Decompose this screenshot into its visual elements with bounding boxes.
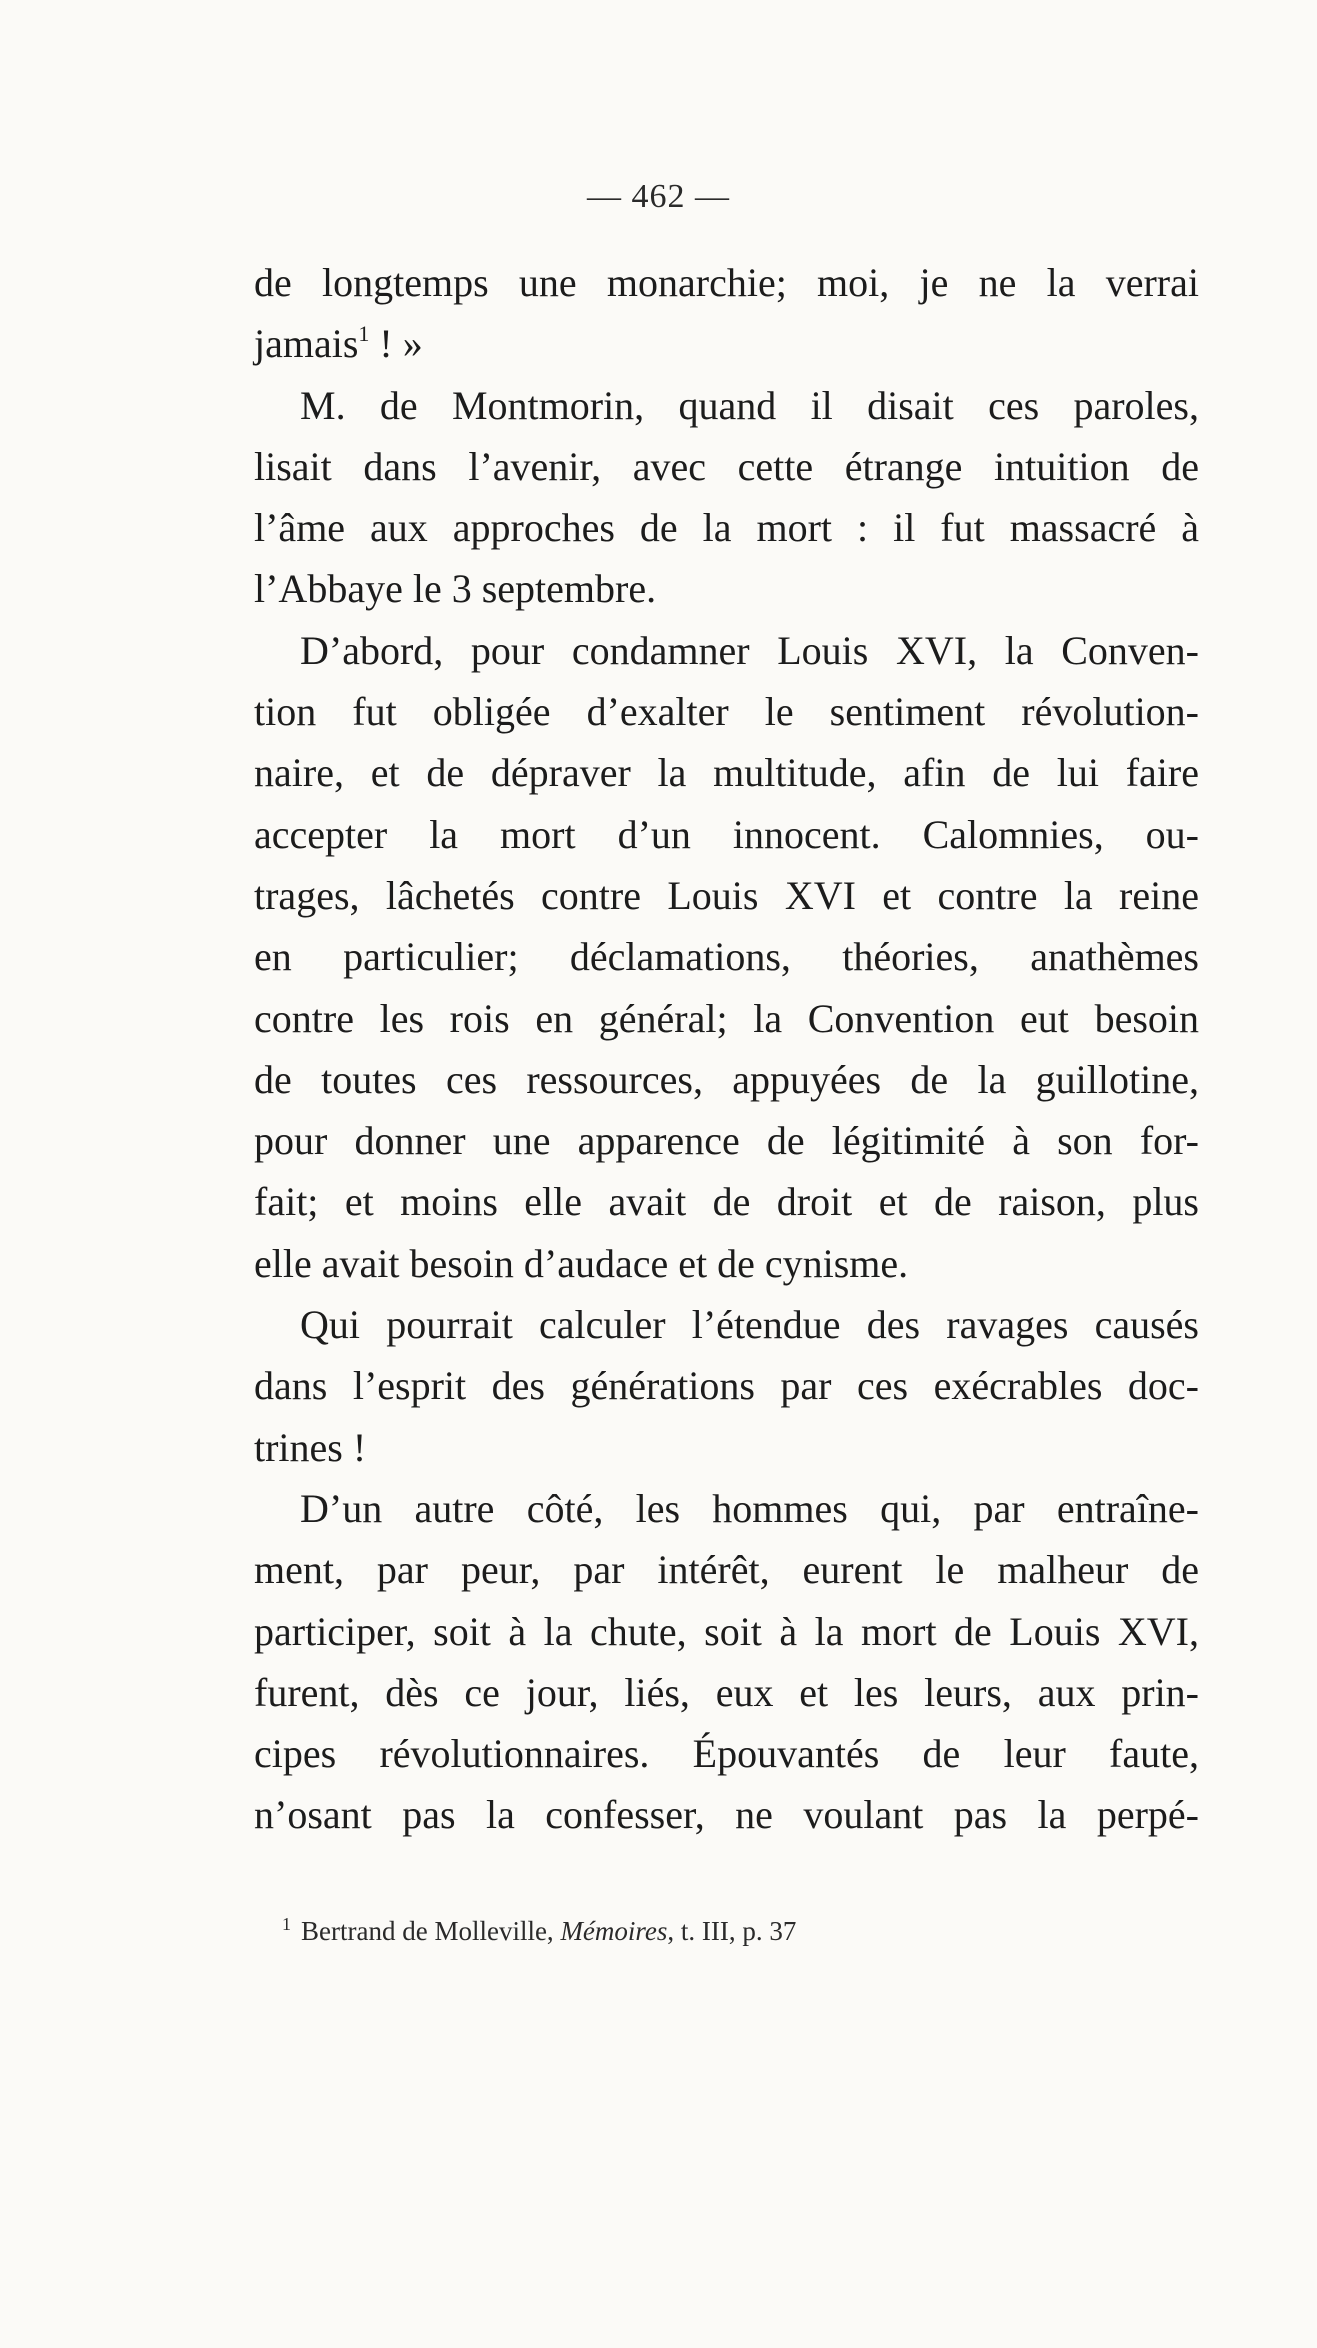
text-line-content: D’un autre côté, les hommes qui, par entraîne- [300,1485,1199,1531]
text-line [254,1784,1199,1845]
text-line-tail: ! » [369,321,423,367]
text-line-content: n’osant pas la confesser, ne voulant pas la perpé- [254,1792,1199,1838]
text-line [254,252,1199,313]
text-line-content: pour donner une apparence de légitimité à son for- [254,1118,1199,1164]
text-line [254,804,1199,865]
text-line [254,865,1199,926]
text-line-content: elle avait besoin d’audace et de cynisme. [254,1240,909,1286]
text-line-content: ment, par peur, par intérêt, eurent le malheur de [254,1547,1199,1593]
text-line-content: Qui pourrait calculer l’étendue des ravages causés [300,1302,1199,1348]
text-line [254,1355,1199,1416]
text-line-content: trages, lâchetés contre Louis XVI et contre la reine [254,872,1199,918]
text-line-content: participer, soit à la chute, soit à la mort de Louis XVI, [254,1608,1199,1654]
text-line-content: naire, et de dépraver la multitude, afin de lui faire [254,750,1199,796]
text-line-content: D’abord, pour condamner Louis XVI, la Conven- [300,627,1199,673]
text-line-content: l’Abbaye le 3 septembre. [254,566,657,612]
text-line [254,1723,1199,1784]
text-line [254,436,1199,497]
footnote-number: 1 [282,1914,291,1934]
text-line-content: lisait dans l’avenir, avec cette étrange intuition de [254,443,1199,489]
text-line-content: jamais [254,321,359,367]
text-line-content: dans l’esprit des générations par ces exécrables doc- [254,1363,1199,1409]
text-line-content: de longtemps une monarchie; moi, je ne la verrai [254,260,1199,305]
page-number: — 462 — [587,178,730,215]
text-line [254,313,1199,374]
text-line-content: M. de Montmorin, quand il disait ces paroles, [300,382,1199,428]
text-line [254,1417,1199,1478]
text-line-content: furent, dès ce jour, liés, eux et les leurs, aux prin- [254,1669,1199,1715]
body-text [254,252,1199,1846]
text-line [254,1049,1199,1110]
text-line [254,1601,1199,1662]
text-line [254,375,1199,436]
text-line [254,1539,1199,1600]
text-line [254,926,1199,987]
footnote-reference: , t. III, p. 37 [667,1916,797,1946]
footnote [282,1914,1182,1947]
text-line [254,742,1199,803]
footnote-marker: 1 [358,321,370,347]
text-line [254,1110,1199,1171]
text-line [254,681,1199,742]
text-line [254,1171,1199,1232]
text-line [254,497,1199,558]
text-line-content: l’âme aux approches de la mort : il fut massacré à [254,505,1199,551]
text-line [254,1294,1199,1355]
text-line-content: en particulier; déclamations, théories, anathèmes [254,934,1199,980]
text-line [254,988,1199,1049]
text-line-content: contre les rois en général; la Convention eut besoin [254,995,1199,1041]
text-line-content: trines ! [254,1424,367,1470]
text-line [254,1662,1199,1723]
footnote-title: Mémoires [560,1916,668,1946]
text-line-content: tion fut obligée d’exalter le sentiment révolution- [254,689,1199,735]
text-line [254,558,1199,619]
text-line-content: fait; et moins elle avait de droit et de raison, plus [254,1179,1199,1225]
text-line [254,1478,1199,1539]
footnote-author: Bertrand de Molleville, [301,1916,554,1946]
text-line-content: de toutes ces ressources, appuyées de la guillotine, [254,1056,1199,1102]
text-line [254,620,1199,681]
text-line-content: accepter la mort d’un innocent. Calomnies, ou- [254,811,1199,857]
text-line [254,1233,1199,1294]
text-line-content: cipes révolutionnaires. Épouvantés de leur faute, [254,1731,1199,1777]
